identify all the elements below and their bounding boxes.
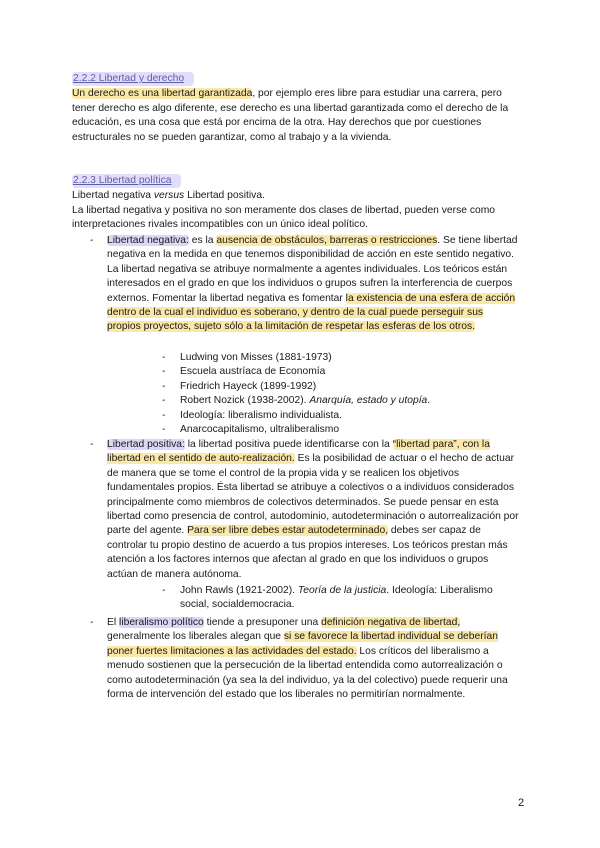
label-libertad-positiva: Libertad positiva: [107, 439, 185, 450]
list-item: - Ludwing von Misses (1881-1973) [162, 352, 332, 363]
list-item: - Friedrich Hayeck (1899-1992) [162, 380, 317, 392]
section-heading-highlight [72, 174, 181, 188]
list-item: - Anarcocapitalismo, ultraliberalismo [162, 424, 340, 436]
label-liberalismo-politico: liberalismo político [119, 617, 204, 628]
bullet-liberalismo-politico: El liberalismo político tiende a presuponer una definición negativa de libertad, generalmente los liberales alegan que si se favorece la libertad individual se deberían poner fuertes limitaciones a las actividades del estado. Los críticos del liberalismo a menudo sostienen que la persecución de la libertad entendida como autorrealización o como autodeterminación (ya sea la del individuo, ya la del colectivo) puede requerir una forma de intervención del estado que los liberales no permitirían normalmente. [107, 617, 508, 701]
paragraph-libertad-derecho [72, 87, 528, 145]
highlight-derecho: Un derecho es una libertad garantizada [72, 88, 253, 100]
highlight-esfera-accion: la existencia de una esfera de acción dentro de la cual el individuo es soberano, y dentro de la cual puede perseguir sus propios proyectos, sujeto sólo a la limitación de respetar las esferas de los otros. [107, 292, 516, 333]
bullet-libertad-negativa: Libertad negativa: es la ausencia de obstáculos, barreras o restricciones. Se tiene libertad negativa en la medida en que tenemos disponibilidad de acción en este sentido negativo. La libertad negativa se atribuye normalmente a agentes individuales. Los teóricos están interesados en el grado en que los individuos o grupos sufren la interferencia de cuerpos externos. Fomentar la libertad negativa es fomentar la existencia de una esfera de acción dentro de la cual el individuo es soberano, y dentro de la cual puede perseguir sus propios proyectos, sujeto sólo a la limitación de respetar las esferas de los otros. [107, 235, 518, 333]
list-item: - Robert Nozick (1938-2002). Anarquía, estado y utopía. [162, 395, 431, 407]
bullet-dash: - [90, 439, 94, 450]
positiva-sublist [162, 584, 500, 613]
bullet-dash: - [90, 235, 94, 246]
section-heading-highlight [72, 72, 194, 86]
bullet-dash: - [90, 617, 94, 628]
highlight-libertad-para: “libertad para”, con la libertad en el sentido de auto-realización. [107, 439, 490, 465]
section-libertad-y-derecho [72, 72, 528, 145]
intro-paragraph: La libertad negativa y positiva no son meramente dos clases de libertad, pueden verse como interpretaciones rivales incompatibles con un único ideal político. [72, 204, 495, 231]
list-item: - John Rawls (1921-2002). Teoría de la justicia. Ideología: Liberalismo social, socialdemocracia. [162, 585, 493, 611]
intro-line-versus: Libertad negativa versus Libertad positiva. [72, 190, 265, 202]
highlight-ausencia-obstaculos: ausencia de obstáculos, barreras o restricciones [216, 235, 438, 246]
section-libertad-politica [72, 174, 528, 233]
section-heading-223: 2.2.3 Libertad política [73, 175, 172, 186]
list-item: - Escuela austríaca de Economía [162, 366, 326, 378]
label-libertad-negativa: Libertad negativa: [107, 235, 189, 246]
section-heading-222: 2.2.2 Libertad y derecho [73, 73, 185, 84]
highlight-limitaciones-estado: si se favorece la libertad individual se deberían poner fuertes limitaciones a las actividades del estado. [107, 631, 498, 657]
highlight-definicion-negativa: definición negativa de libertad, [321, 617, 461, 628]
page-number: 2 [518, 797, 525, 809]
negativa-sublist [162, 351, 500, 437]
paragraph-text: , por ejemplo eres libre para estudiar una carrera, pero tener derecho es algo diferente, ese derecho es una libertad garantizada como el derecho de la educación, es una cosa que está por encima de la otra. Hay derechos que por cuestiones estructurales no se pueden garantizar, como al trabajo y a la vivienda. [72, 88, 509, 143]
highlight-autodeterminado: Para ser libre debes estar autodeterminado, [187, 525, 389, 537]
list-item: - Ideología: liberalismo individualista. [162, 409, 342, 421]
bullet-libertad-positiva: Libertad positiva: la libertad positiva puede identificarse con la “libertad para”, con la libertad en el sentido de auto-realización. Es la posibilidad de actuar o el hecho de actuar de manera que se tome el control de la propia vida y se realicen los objetivos fundamentales propios. Ésta libertad se atribuye a colectivos o a individuos considerados principalmente como miembros de colectivos determinados. Se puede pensar en esta libertad como presencia de control, autodominio, autodeterminación o autorrealización por parte del agente. Para ser libre debes estar autodeterminado, debes ser capaz de controlar tu propio destino de acuerdo a tus propios intereses. Los teóricos prestan más atención a los factores internos que afectan al grado en que los individuos o grupos actúan de manera autónoma. [107, 439, 519, 580]
